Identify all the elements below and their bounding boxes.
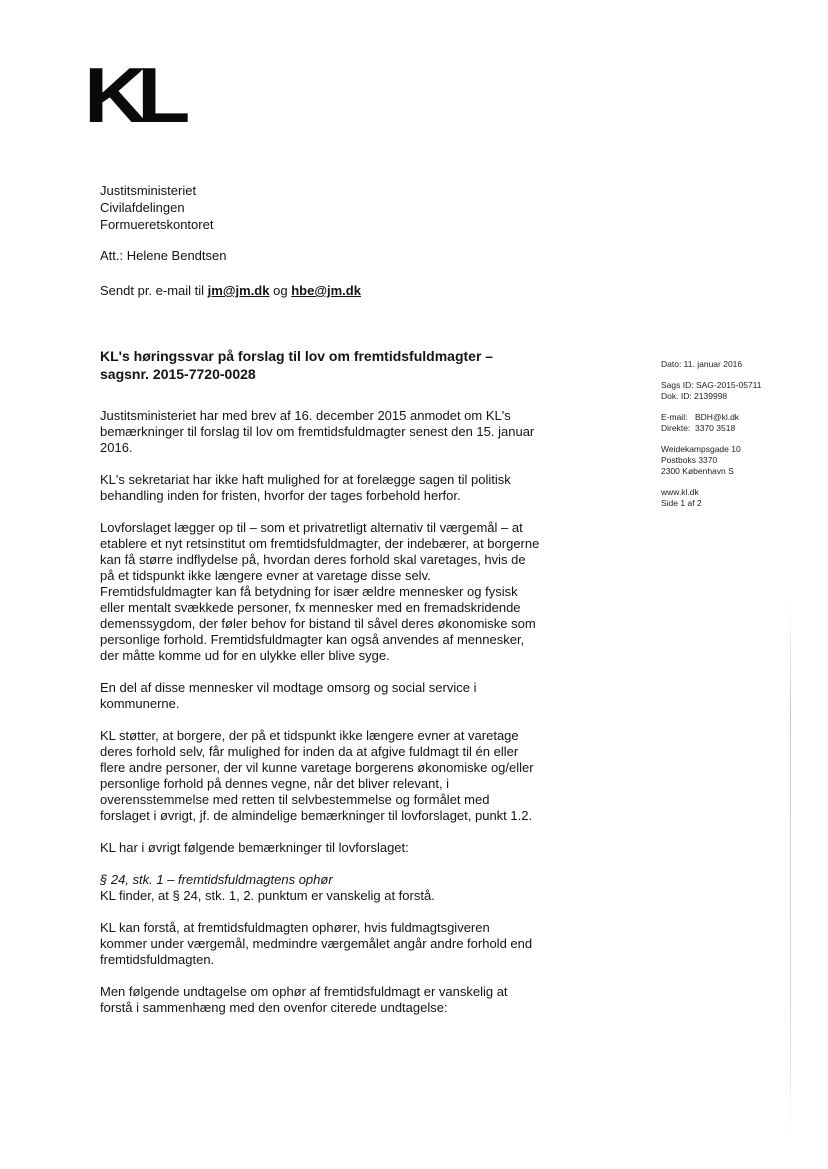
kl-logo: KL [84, 51, 181, 139]
direkte-label: Direkte: [661, 423, 691, 433]
scan-edge-line [790, 600, 791, 1140]
direkte-value: 3370 3518 [695, 423, 736, 433]
paragraph: KL har i øvrigt følgende bemærkninger til lovforslaget: [100, 840, 409, 855]
email-link-hbe[interactable]: hbe@jm.dk [291, 283, 361, 298]
address-line: 2300 København S [661, 466, 734, 476]
page-number: Side 1 af 2 [661, 498, 702, 508]
paragraph: KL kan forstå, at fremtidsfuldmagten ophører, hvis fuldmagtsgiveren kommer under værgemål, medmindre værgemålet angår andre forhold end fremtidsfuldmagten. [100, 920, 533, 967]
sent-by-email-line [100, 283, 361, 298]
paragraph: KL's sekretariat har ikke haft mulighed for at forelægge sagen til politisk behandling inden for fristen, hvorfor der tages forbehold herfor. [100, 472, 511, 503]
website[interactable]: www.kl.dk [661, 487, 699, 497]
document-id: Dok. ID: 2139998 [661, 391, 728, 401]
paragraph: KL støtter, at borgere, der på et tidspunkt ikke længere evner at varetage deres forhold selv, får mulighed for inden da at afgive fuldmagt til én eller flere andre personer, der vil kunne varetage borgerens økonomiske og/eller personlige forhold på dennes vegne, når det bliver relevant, i overensstemmelse med retten til selvbestemmelse og formålet med forslaget i øvrigt, jf. de almindelige bemærkninger til lovforslaget, punkt 1.2. [100, 728, 534, 823]
paragraph: Men følgende undtagelse om ophør af fremtidsfuldmagt er vanskelig at forstå i sammenhæng med den ovenfor citerede undtagelse: [100, 984, 508, 1015]
sidebar-metadata [661, 359, 801, 509]
letter-title: KL's høringssvar på forslag til lov om fremtidsfuldmagter – sagsnr. 2015-7720-0028 [100, 348, 494, 382]
letter-body [100, 408, 540, 1032]
connector: og [273, 283, 288, 298]
paragraph: En del af disse mennesker vil modtage omsorg og social service i kommunerne. [100, 680, 477, 711]
date: Dato: 11. januar 2016 [661, 359, 743, 369]
section-heading: § 24, stk. 1 – fremtidsfuldmagtens ophør [100, 872, 333, 887]
address-line: Weidekampsgade 10 [661, 444, 741, 454]
email-label: E-mail: [661, 412, 688, 422]
paragraph: Justitsministeriet har med brev af 16. december 2015 anmodet om KL's bemærkninger til forslag til lov om fremtidsfuldmagter senest den 15. januar 2016. [100, 408, 535, 455]
paragraph: KL finder, at § 24, stk. 1, 2. punktum er vanskelig at forstå. [100, 888, 435, 903]
email-link-jm[interactable]: jm@jm.dk [207, 283, 270, 298]
sent-prefix: Sendt pr. e-mail til [100, 283, 205, 298]
case-id: Sags ID: SAG-2015-05711 [661, 380, 762, 390]
email-value[interactable]: BDH@kl.dk [695, 412, 740, 422]
contact-phone [661, 423, 801, 434]
recipient-address [100, 182, 213, 233]
recipient-line: Justitsministeriet [100, 183, 197, 198]
paragraph: Lovforslaget lægger op til – som et privatretligt alternativ til værgemål – at etablere et nyt retsinstitut om fremtidsfuldmagter, der indebærer, at borgerne kan få større indflydelse på, hvordan deres forhold skal varetages, hvis de på et tidspunkt ikke længere evner at varetage disse selv. Fremtidsfuldmagter kan få betydning for især ældre mennesker og fysisk eller mentalt svækkede personer, fx mennesker med en fremadskridende demenssygdom, der føler behov for bistand til såvel deres økonomiske som personlige forhold. Fremtidsfuldmagter kan også anvendes af mennesker, der måtte komme ud for en ulykke eller blive syge. [100, 520, 540, 663]
contact-email [661, 412, 801, 423]
attention-line: Att.: Helene Bendtsen [100, 248, 227, 263]
recipient-line: Civilafdelingen [100, 200, 185, 215]
section-heading-wrap [100, 872, 540, 888]
address-line: Postboks 3370 [661, 455, 718, 465]
recipient-line: Formueretskontoret [100, 217, 214, 232]
